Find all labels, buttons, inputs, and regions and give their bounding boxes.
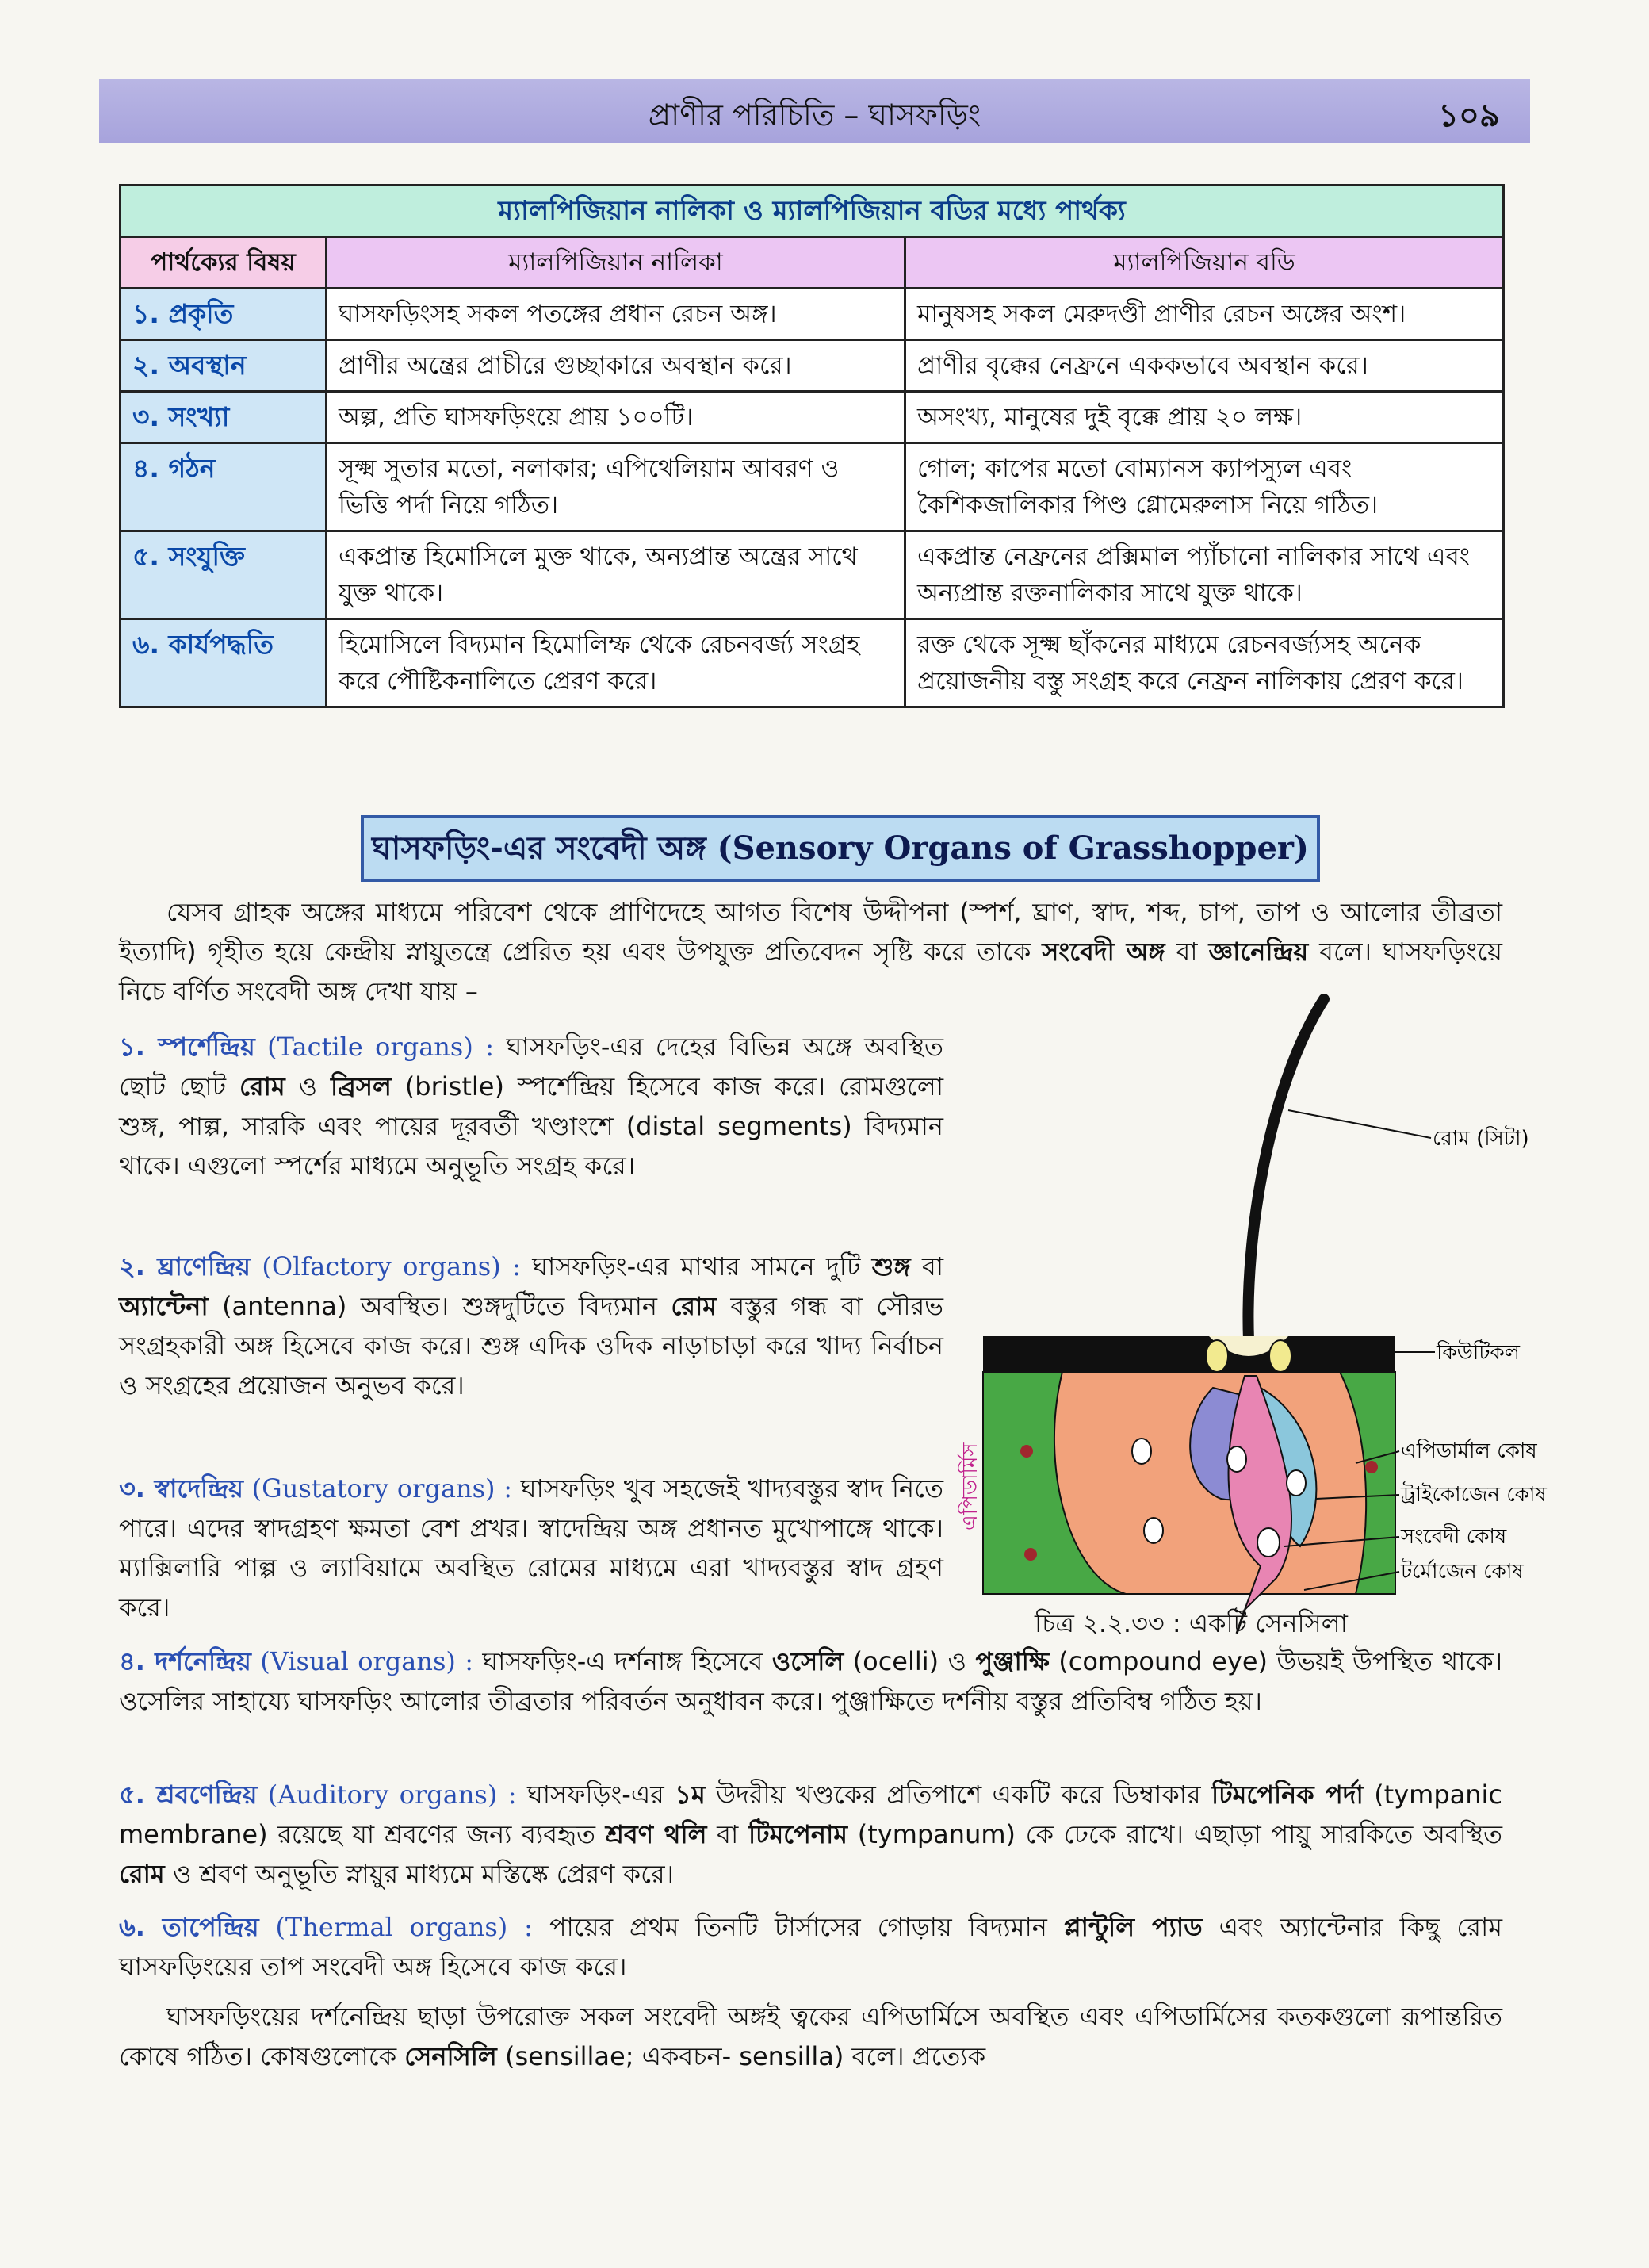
page-number: ১০৯ [1438, 98, 1500, 134]
table-header-row [121, 237, 1504, 289]
organ-text: (bristle) স্পর্শেন্দ্রিয় হিসেবে কাজ করে। রোমগুলো শুঙ্গ, পাল্প, সারকি এবং পায়ের দূরবর্তী খণ্ডাংশে (distal segments) বিদ্যমান থাকে। এগুলো স্পর্শের মাধ্যমে অনুভূতি সংগ্রহ করে। [119, 1071, 944, 1181]
olfactory-organs-paragraph [119, 1247, 943, 1405]
organ-text: বস্তুর গন্ধ বা সৌরভ সংগ্রহকারী অঙ্গ হিসেবে কাজ করে। শুঙ্গ এদিক ওদিক নাড়াচাড়া করে খাদ্য নির্বাচন ও সংগ্রহের প্রয়োজন অনুভব করে। [119, 1291, 944, 1400]
organ-text: (antenna) অবস্থিত। শুঙ্গদুটিতে বিদ্যমান [222, 1291, 657, 1321]
table-cell: একপ্রান্ত নেফ্রনের প্রক্সিমাল প্যাঁচানো নালিকার সাথে এবং অন্যপ্রান্ত রক্তনালিকার সাথে যুক্ত থাকে। [905, 531, 1504, 619]
organ-term: ব্রিসল [331, 1071, 392, 1101]
label-epidermal-cell: এপিডার্মাল কোষ [1401, 1439, 1537, 1463]
row-label: ৪. গঠন [121, 443, 327, 531]
label-cuticle: কিউটিকল [1437, 1341, 1521, 1365]
table-header-cell: ম্যালপিজিয়ান নালিকা [327, 237, 905, 289]
table-caption-row [121, 186, 1504, 237]
table-row [121, 619, 1504, 707]
organ-latin: (Tactile organs) : [267, 1032, 495, 1062]
table-cell: রক্ত থেকে সূক্ষ্ম ছাঁকনের মাধ্যমে রেচনবর্জ্যসহ অনেক প্রয়োজনীয় বস্তু সংগ্রহ করে নেফ্রন নালিকায় প্রেরণ করে। [905, 619, 1504, 707]
tactile-organs-paragraph [119, 1027, 943, 1186]
organ-name: ৪. দর্শনেন্দ্রিয় [119, 1646, 251, 1676]
table-cell: প্রাণীর অন্ত্রের প্রাচীরে গুচ্ছাকারে অবস্থান করে। [327, 340, 905, 392]
intro-text: বা [1176, 937, 1198, 967]
organ-latin: (Thermal organs) : [275, 1912, 533, 1942]
row-label: ৬. কার্যপদ্ধতি [121, 619, 327, 707]
intro-term: জ্ঞানেন্দ্রিয় [1208, 937, 1309, 967]
row-label: ১. প্রকৃতি [121, 289, 327, 340]
closing-text: (sensillae; একবচন- sensilla) বলে। প্রত্যেক [504, 2041, 986, 2071]
table-row [121, 531, 1504, 619]
hair-seta [1248, 999, 1324, 1340]
table-row [121, 289, 1504, 340]
organ-text: বা [717, 1819, 739, 1849]
table-cell: মানুষসহ সকল মেরুদণ্ডী প্রাণীর রেচন অঙ্গের অংশ। [905, 289, 1504, 340]
page-header [99, 79, 1530, 143]
closing-term: সেনসিলি [404, 2041, 497, 2071]
organ-term: রোম [671, 1291, 717, 1321]
organ-text: ঘাসফড়িং-এর [526, 1780, 664, 1810]
table-cell: প্রাণীর বৃক্কের নেফ্রনে এককভাবে অবস্থান করে। [905, 340, 1504, 392]
organ-term: টিমপেনিক পর্দা [1211, 1780, 1364, 1810]
organ-latin: (Olfactory organs) : [262, 1251, 521, 1281]
intro-text: যেসব গ্রাহক অঙ্গের মাধ্যমে পরিবেশ থেকে প্রাণিদেহে আগত বিশেষ উদ্দীপনা (স্পর্শ, ঘ্রাণ, স্বাদ, শব্দ, চাপ, তাপ ও আলোর তীব্রতা ইত্যাদি) গৃহীত হয়ে কেন্দ্রীয় স্নায়ুতন্ত্রে প্রেরিত হয় এবং উপযুক্ত প্রতিবেদন সৃষ্টি করে তাকে [119, 897, 1502, 967]
table-row [121, 340, 1504, 392]
organ-text: এবং অ্যান্টেনার কিছু রোম ঘাসফড়িংয়ের তাপ সংবেদী অঙ্গ হিসেবে কাজ করে। [119, 1912, 1503, 1982]
intro-text: বলে। ঘাসফড়িংয়ে নিচে বর্ণিত সংবেদী অঙ্গ দেখা যায় – [119, 937, 1503, 1006]
organ-latin: (Visual organs) : [260, 1646, 473, 1676]
organ-term: প্লান্টুলি প্যাড [1063, 1912, 1203, 1942]
organ-text: (compound eye) উভয়ই উপস্থিত থাকে। ওসেলির সাহায্যে ঘাসফড়িং আলোর তীব্রতার পরিবর্তন অনুধাবন করে। পুঞ্জাক্ষিতে দর্শনীয় বস্তুর প্রতিবিম্ব গঠিত হয়। [119, 1646, 1503, 1716]
table-cell: সূক্ষ্ম সুতার মতো, নলাকার; এপিথেলিয়াম আবরণ ও ভিত্তি পর্দা নিয়ে গঠিত। [327, 443, 905, 531]
label-trichogen: ট্রাইকোজেন কোষ [1401, 1483, 1547, 1507]
organ-text: ও [298, 1071, 318, 1101]
table-cell: একপ্রান্ত হিমোসিলে মুক্ত থাকে, অন্যপ্রান্ত অন্ত্রের সাথে যুক্ত থাকে। [327, 531, 905, 619]
table-header-cell: ম্যালপিজিয়ান বডি [905, 237, 1504, 289]
table-row [121, 443, 1504, 531]
organ-name: ২. ঘ্রাণেন্দ্রিয় [119, 1251, 251, 1281]
visual-organs-paragraph [119, 1642, 1502, 1721]
organ-latin: (Gustatory organs) : [251, 1473, 513, 1504]
page-title: প্রাণীর পরিচিতি – ঘাসফড়িং [648, 98, 981, 132]
closing-paragraph [119, 1997, 1502, 2076]
organ-term: টিমপেনাম [748, 1819, 848, 1849]
organ-text: পায়ের প্রথম তিনটি টার্সাসের গোড়ায় বিদ্যমান [549, 1912, 1047, 1942]
table-cell: হিমোসিলে বিদ্যমান হিমোলিম্ফ থেকে রেচনবর্জ্য সংগ্রহ করে পৌষ্টিকনালিতে প্রেরণ করে। [327, 619, 905, 707]
label-tormogen: টর্মোজেন কোষ [1401, 1560, 1524, 1584]
table-cell: অল্প, প্রতি ঘাসফড়িংয়ে প্রায় ১০০টি। [327, 392, 905, 443]
organ-name: ১. স্পর্শেন্দ্রিয় [119, 1032, 255, 1062]
section-heading [361, 815, 1320, 882]
label-sensory: সংবেদী কোষ [1401, 1525, 1507, 1549]
comparison-table [119, 184, 1505, 708]
organ-text: ঘাসফড়িং-এর দেহের বিভিন্ন অঙ্গে অবস্থিত ছোট ছোট [119, 1032, 944, 1101]
organ-text: (tympanic membrane) রয়েছে যা শ্রবণের জন্য ব্যবহৃত [119, 1780, 1503, 1849]
row-label: ৩. সংখ্যা [121, 392, 327, 443]
table-row [121, 392, 1504, 443]
organ-term: রোম [119, 1859, 165, 1889]
table-cell: অসংখ্য, মানুষের দুই বৃক্কে প্রায় ২০ লক্ষ। [905, 392, 1504, 443]
organ-name: ৩. স্বাদেন্দ্রিয় [119, 1473, 243, 1504]
organ-term: ১ম [675, 1780, 706, 1810]
thermal-organs-paragraph [119, 1907, 1502, 1986]
organ-term: শুঙ্গ [871, 1251, 911, 1281]
organ-term: রোম [239, 1071, 285, 1101]
label-hair: রোম (সিটা) [1433, 1127, 1529, 1151]
intro-term: সংবেদী অঙ্গ [1042, 937, 1165, 967]
section-title-en: (Sensory Organs of Grasshopper) [717, 829, 1309, 867]
organ-text: (tympanum) কে ঢেকে রাখে। এছাড়া পায়ু সারকিতে অবস্থিত [857, 1819, 1502, 1849]
organ-latin: (Auditory organs) : [267, 1780, 517, 1810]
organ-term: পুঞ্জাক্ষি [975, 1646, 1050, 1676]
organ-text: ও শ্রবণ অনুভূতি স্নায়ুর মাধ্যমে মস্তিষ্কে প্রেরণ করে। [172, 1859, 674, 1889]
row-label: ২. অবস্থান [121, 340, 327, 392]
organ-text: ঘাসফড়িং খুব সহজেই খাদ্যবস্তুর স্বাদ নিতে পারে। এদের স্বাদগ্রহণ ক্ষমতা বেশ প্রখর। স্বাদেন্দ্রিয় অঙ্গ প্রধানত মুখোপাঙ্গে থাকে। ম্যাক্সিলারি পাল্প ও ল্যাবিয়ামে অবস্থিত রোমের মাধ্যমে এরা খাদ্যবস্তুর স্বাদ গ্রহণ করে। [119, 1473, 944, 1622]
table-caption: ম্যালপিজিয়ান নালিকা ও ম্যালপিজিয়ান বডির মধ্যে পার্থক্য [121, 186, 1504, 237]
organ-text: (ocelli) ও [852, 1646, 967, 1676]
auditory-organs-paragraph [119, 1775, 1502, 1894]
cuticle-layer [983, 1336, 1395, 1372]
table-cell: গোল; কাপের মতো বোম্যানস ক্যাপস্যুল এবং কৈশিকজালিকার পিণ্ড গ্লোমেরুলাস নিয়ে গঠিত। [905, 443, 1504, 531]
row-label: ৫. সংযুক্তি [121, 531, 327, 619]
organ-name: ৫. শ্রবণেন্দ্রিয় [119, 1780, 258, 1810]
table-cell: ঘাসফড়িংসহ সকল পতঙ্গের প্রধান রেচন অঙ্গ। [327, 289, 905, 340]
organ-text: ঘাসফড়িং-এর মাথার সামনে দুটি [532, 1251, 861, 1281]
organ-text: ঘাসফড়িং-এ দর্শনাঙ্গ হিসেবে [482, 1646, 763, 1676]
figure-caption: চিত্র ২.২.৩৩ : একটি সেনসিলা [1035, 1608, 1348, 1638]
organ-term: অ্যান্টেনা [119, 1291, 209, 1321]
sensilla-diagram [943, 975, 1554, 1634]
organ-name: ৬. তাপেন্দ্রিয় [119, 1912, 259, 1942]
label-epidermis-side: এপিডার্মিস [958, 1442, 982, 1531]
table-header-cell: পার্থক্যের বিষয় [121, 237, 327, 289]
organ-text: বা [921, 1251, 944, 1281]
organ-term: শ্রবণ থলি [605, 1819, 707, 1849]
gustatory-organs-paragraph [119, 1469, 943, 1627]
closing-text: ঘাসফড়িংয়ের দর্শনেন্দ্রিয় ছাড়া উপরোক্ত সকল সংবেদী অঙ্গই ত্বকের এপিডার্মিসে অবস্থিত এবং এপিডার্মিসের কতকগুলো রূপান্তরিত কোষে গঠিত। কোষগুলোকে [119, 2002, 1502, 2071]
section-title-bn: ঘাসফড়িং-এর সংবেদী অঙ্গ [372, 830, 706, 867]
organ-text: উদরীয় খণ্ডকের প্রতিপাশে একটি করে ডিম্বাকার [716, 1780, 1201, 1810]
organ-term: ওসেলি [771, 1646, 844, 1676]
